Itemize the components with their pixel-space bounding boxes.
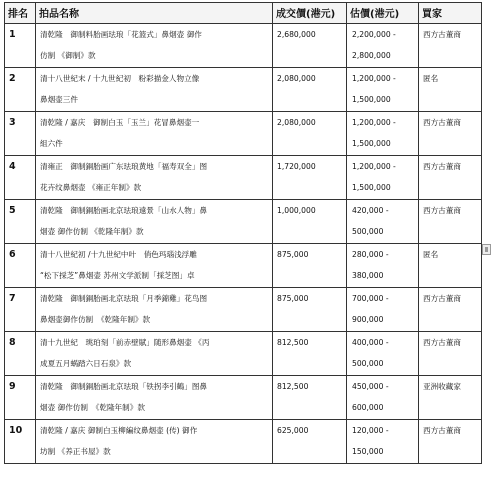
buyer-cell-text: 西方古董商 [423, 294, 461, 303]
item-name-cell-text: 清乾隆 御制料胎画珐琅「花篮式」鼻烟壶 御作 仿制 《御制》款 [40, 30, 202, 60]
rank-cell-text: 2 [9, 73, 16, 84]
estimate-cell-text: 450,000 - 600,000 [352, 382, 389, 412]
price-cell-text: 812,500 [277, 382, 309, 391]
table-row [5, 68, 482, 112]
item-name-cell-text: 清乾隆 / 嘉庆 御制白玉「玉兰」花冒鼻烟壶一 組六件 [40, 118, 200, 148]
estimate-cell [347, 156, 419, 200]
price-cell [273, 200, 347, 244]
rank-cell [5, 68, 36, 112]
buyer-cell-text: 匿名 [423, 250, 439, 259]
auction-results-table [4, 2, 482, 464]
item-name-cell [36, 332, 273, 376]
header-rank: 排名 [5, 3, 36, 24]
item-name-cell [36, 376, 273, 420]
buyer-cell [419, 332, 482, 376]
estimate-cell-text: 2,200,000 - 2,800,000 [352, 30, 396, 60]
item-name-cell [36, 244, 273, 288]
table-row [5, 200, 482, 244]
rank-cell [5, 332, 36, 376]
buyer-cell [419, 68, 482, 112]
estimate-cell-text: 1,200,000 - 1,500,000 [352, 162, 396, 192]
price-cell [273, 24, 347, 68]
table-row [5, 376, 482, 420]
price-cell-text: 2,080,000 [277, 118, 316, 127]
estimate-cell [347, 68, 419, 112]
estimate-cell [347, 288, 419, 332]
buyer-cell [419, 156, 482, 200]
item-name-cell-text: 清乾隆 御制銅胎画北京珐琅「铁拐李引鶴」图鼻 烟壶 御作仿制 《乾隆年制》款 [40, 382, 208, 412]
estimate-cell [347, 332, 419, 376]
price-cell [273, 244, 347, 288]
estimate-cell-text: 700,000 - 900,000 [352, 294, 389, 324]
rank-cell-text: 5 [9, 205, 16, 216]
buyer-cell [419, 200, 482, 244]
table-row [5, 112, 482, 156]
item-name-cell [36, 68, 273, 112]
price-cell-text: 2,080,000 [277, 74, 316, 83]
buyer-cell-text: 西方古董商 [423, 118, 461, 127]
price-cell-text: 875,000 [277, 294, 309, 303]
header-estimate: 估價(港元) [347, 3, 419, 24]
item-name-cell [36, 156, 273, 200]
price-cell-text: 1,000,000 [277, 206, 316, 215]
item-name-cell-text: 清乾隆 御制銅胎画北京珐琅「月季錦雞」花鸟图 鼻烟壶御作仿制 《乾隆年制》款 [40, 294, 208, 324]
table-row [5, 420, 482, 464]
estimate-cell-text: 420,000 - 500,000 [352, 206, 389, 236]
price-cell [273, 112, 347, 156]
price-cell [273, 156, 347, 200]
price-cell-text: 812,500 [277, 338, 309, 347]
buyer-cell [419, 420, 482, 464]
table-row [5, 288, 482, 332]
estimate-cell [347, 112, 419, 156]
rank-cell-text: 4 [9, 161, 16, 172]
item-name-cell-text: 清雍正 御制銅胎画广东珐琅黄地「福寿双全」图 花卉纹鼻烟壶 《雍正年制》款 [40, 162, 208, 192]
buyer-cell [419, 288, 482, 332]
scroll-handle-icon[interactable] [482, 244, 491, 255]
table-row [5, 156, 482, 200]
table-row [5, 332, 482, 376]
estimate-cell-text: 1,200,000 - 1,500,000 [352, 74, 396, 104]
item-name-cell-text: 清十八世紀初 /十九世紀中叶 俏色玛瑙浅浮雕 “松下採芝”鼻烟壶 苏州文学派制「採芝图」卓 [40, 250, 197, 280]
buyer-cell-text: 西方古董商 [423, 426, 461, 435]
estimate-cell [347, 200, 419, 244]
price-cell [273, 376, 347, 420]
estimate-cell [347, 420, 419, 464]
item-name-cell-text: 清乾隆 / 嘉庆 御制白玉柳編纹鼻烟壶 (传) 御作 坊制 《养正书屋》款 [40, 426, 198, 456]
buyer-cell-text: 西方古董商 [423, 30, 461, 39]
rank-cell [5, 24, 36, 68]
estimate-cell [347, 24, 419, 68]
price-cell [273, 68, 347, 112]
buyer-cell [419, 112, 482, 156]
price-cell-text: 2,680,000 [277, 30, 316, 39]
item-name-cell-text: 清十九世紀 珧珀刻「前赤壁賦」随形鼻烟壶 《丙 成夏五月蜗踏六日石泉》款 [40, 338, 210, 368]
buyer-cell [419, 244, 482, 288]
item-name-cell-text: 清十八世紀末 / 十九世紀初 粉彩描金人物立像 鼻烟壶三件 [40, 74, 200, 104]
buyer-cell-text: 西方古董商 [423, 338, 461, 347]
estimate-cell-text: 400,000 - 500,000 [352, 338, 389, 368]
item-name-cell [36, 200, 273, 244]
price-cell-text: 875,000 [277, 250, 309, 259]
buyer-cell-text: 匿名 [423, 74, 439, 83]
rank-cell-text: 8 [9, 337, 16, 348]
item-name-cell [36, 288, 273, 332]
estimate-cell [347, 376, 419, 420]
rank-cell-text: 7 [9, 293, 16, 304]
estimate-cell-text: 120,000 - 150,000 [352, 426, 389, 456]
rank-cell [5, 200, 36, 244]
price-cell-text: 625,000 [277, 426, 309, 435]
header-buyer: 買家 [419, 3, 482, 24]
rank-cell [5, 244, 36, 288]
table-header-row [5, 3, 482, 24]
rank-cell [5, 112, 36, 156]
price-cell [273, 288, 347, 332]
item-name-cell [36, 420, 273, 464]
item-name-cell [36, 112, 273, 156]
rank-cell [5, 420, 36, 464]
rank-cell [5, 288, 36, 332]
buyer-cell-text: 西方古董商 [423, 162, 461, 171]
rank-cell [5, 376, 36, 420]
rank-cell-text: 1 [9, 29, 16, 40]
rank-cell-text: 3 [9, 117, 16, 128]
buyer-cell [419, 24, 482, 68]
rank-cell-text: 10 [9, 425, 23, 436]
estimate-cell-text: 1,200,000 - 1,500,000 [352, 118, 396, 148]
item-name-cell-text: 清乾隆 御制銅胎画北京珐琅遠景「山水人物」鼻 烟壶 御作仿制 《乾隆年制》款 [40, 206, 208, 236]
rank-cell-text: 6 [9, 249, 16, 260]
estimate-cell [347, 244, 419, 288]
rank-cell-text: 9 [9, 381, 16, 392]
buyer-cell [419, 376, 482, 420]
table-row [5, 24, 482, 68]
price-cell [273, 332, 347, 376]
item-name-cell [36, 24, 273, 68]
header-item-name: 拍品名称 [36, 3, 273, 24]
buyer-cell-text: 西方古董商 [423, 206, 461, 215]
buyer-cell-text: 亚洲收藏家 [423, 382, 461, 391]
price-cell [273, 420, 347, 464]
estimate-cell-text: 280,000 - 380,000 [352, 250, 389, 280]
price-cell-text: 1,720,000 [277, 162, 316, 171]
table-row [5, 244, 482, 288]
rank-cell [5, 156, 36, 200]
header-price: 成交價(港元) [273, 3, 347, 24]
